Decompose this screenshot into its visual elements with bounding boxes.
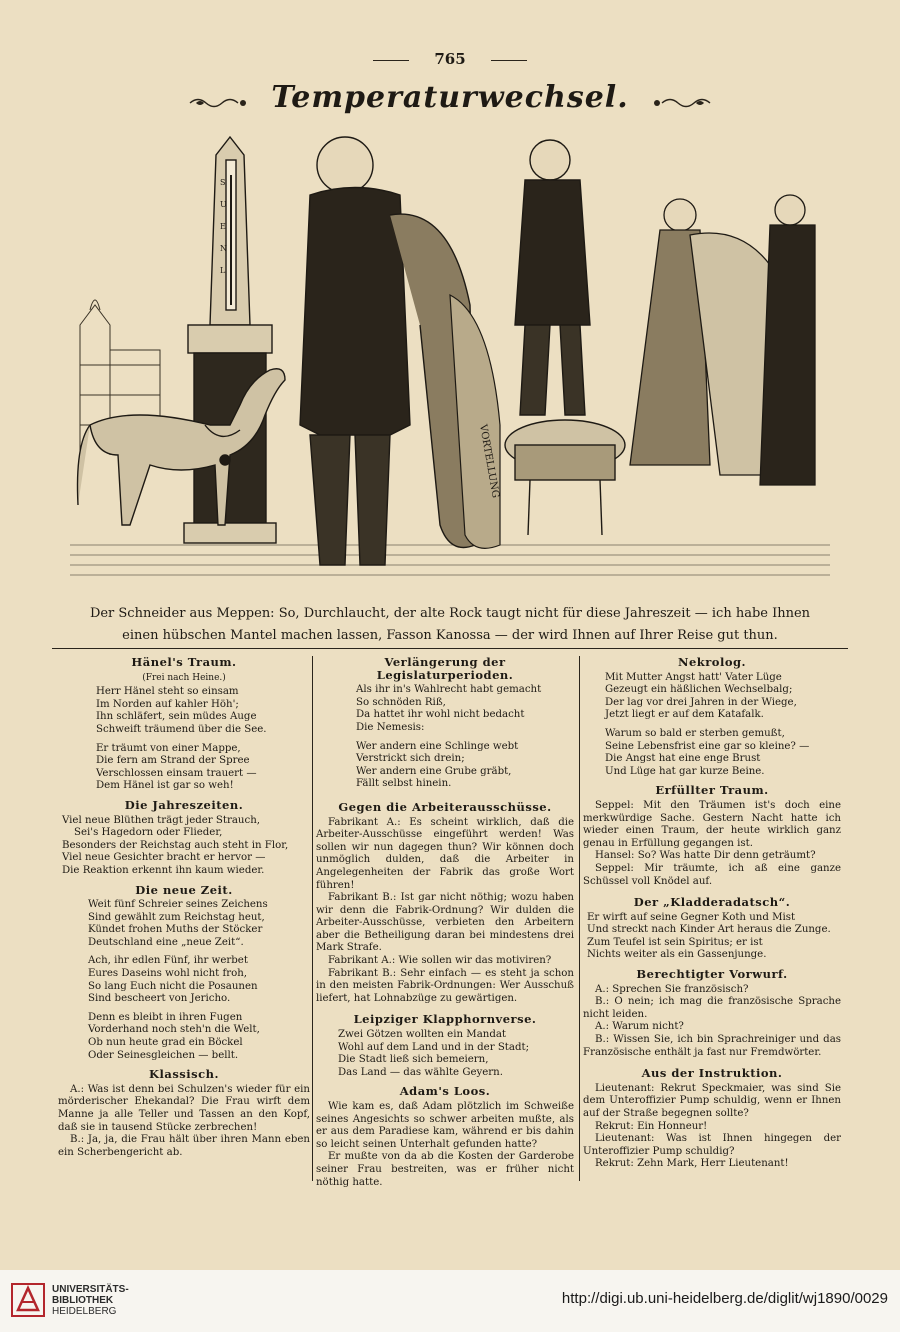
verse-line: Jetzt liegt er auf dem Katafalk. (605, 709, 764, 721)
article-nekrolog (583, 656, 841, 778)
verse-line: So lang Euch nicht die Posaunen (88, 980, 258, 992)
paragraph: Er mußte von da ab die Kosten der Garderobe seiner Frau bestreiten, was er früher nicht nöthig hatte. (316, 1151, 574, 1188)
paragraph: B.: Wissen Sie, ich bin Sprachreiniger und das Französische enthält ja fast nur Fremdwörter. (583, 1034, 841, 1058)
verse-line: Als ihr in's Wahlrecht habt gemacht (356, 684, 542, 696)
column-label: U (220, 200, 227, 209)
title-row (0, 80, 900, 115)
article-erfuellter-traum (583, 784, 841, 888)
verse-line: Viel neue Blüthen trägt jeder Strauch, (62, 814, 260, 826)
verse-stanza (316, 1029, 574, 1079)
sack-text: VORTELLUNG (477, 423, 501, 499)
verse-line: Eures Daseins wohl nicht froh, (88, 968, 248, 980)
verse-stanza (58, 815, 310, 878)
caption-line: einen hübschen Mantel machen lassen, Fasson Kanossa — der wird Ihnen auf Ihrer Reise gut thun. (122, 628, 778, 643)
article-body (58, 1084, 310, 1160)
column-middle (316, 656, 574, 1197)
column-divider (579, 656, 580, 1181)
verse-line: Da hattet ihr wohl nicht bedacht (356, 709, 525, 721)
verse-line: Dem Hänel ist gar so weh! (96, 780, 234, 792)
paragraph: Hansel: So? Was hatte Dir denn geträumt? (595, 850, 816, 862)
paragraph: Fabrikant B.: Ist gar nicht nöthig; wozu haben wir denn die Fabrik-Ordnung? Wir dulden die Arbeiter-Ausschüsse, verbieten den Arbeitern aber die Betheiligung daran bei mindestens drei Mark Strafe. (316, 892, 574, 954)
paragraph: Fabrikant A.: Es scheint wirklich, daß die Arbeiter-Ausschüsse eingeführt werden! Was sollen wir nun dagegen thun? Wir können doch unmöglich dulden, daß die Arbeiter in Angelegenheiten der Fabrik das große Wort führen! (316, 816, 574, 891)
verse-stanza (58, 899, 310, 949)
article-body (583, 800, 841, 888)
paragraph: Fabrikant A.: Wie sollen wir das motiviren? (328, 955, 552, 967)
verse-line: Warum so bald er sterben gemußt, (605, 727, 785, 739)
verse-line: Ob nun heute grad ein Böckel (88, 1037, 243, 1049)
paragraph: Seppel: Mir träumte, ich aß eine ganze Schüssel voll Knödel auf. (583, 862, 841, 887)
paragraph: Rekrut: Zehn Mark, Herr Lieutenant! (595, 1158, 789, 1170)
article-neue-zeit (58, 884, 310, 1063)
article-title: Berechtigter Vorwurf. (636, 967, 788, 982)
column-label: E (220, 222, 226, 231)
verse-stanza (583, 672, 841, 722)
article-title: Gegen die Arbeiterausschüsse. (338, 799, 552, 814)
verse-stanza (316, 741, 574, 791)
verse-line: Zum Teufel ist sein Spiritus; er ist (587, 936, 763, 948)
verse-line: Die Angst hat eine enge Brust (605, 753, 761, 765)
article-title: Klassisch. (149, 1067, 219, 1082)
verse-line: Und streckt nach Kinder Art heraus die Zunge. (587, 924, 831, 936)
verse-line: Sind gewählt zum Reichstag heut, (88, 911, 265, 923)
article-title: Die neue Zeit. (135, 882, 233, 897)
verse-line: Kündet frohen Muths der Stöcker (88, 924, 263, 936)
ornament-left-icon (188, 95, 248, 111)
page-number-row (0, 50, 900, 68)
column-divider (312, 656, 313, 1181)
verse-line: Er träumt von einer Mappe, (96, 742, 241, 754)
paragraph: B.: O nein; ich mag die französische Sprache nicht leiden. (583, 996, 841, 1020)
paragraph: Lieutenant: Rekrut Speckmaier, was sind Sie dem Unteroffizier Pump schuldig, wenn er Ihnen auf der Straße begegnen sollte? (583, 1082, 841, 1119)
verse-stanza (583, 912, 841, 962)
column-label: N (220, 244, 227, 253)
verse-line: Verschlossen einsam trauert — (96, 767, 257, 779)
verse-line: Gezeugt ein häßlichen Wechselbalg; (605, 684, 793, 696)
verse-line: Vorderhand noch steh'n die Welt, (88, 1024, 260, 1036)
article-title: Hänel's Traum. (131, 655, 237, 669)
article-haenel (58, 656, 310, 793)
paragraph: Seppel: Mit den Träumen ist's doch eine merkwürdige Sache. Gestern Nacht hatte ich wieder einen Traum, der heute wirklich ganz genau in Erfüllung gegangen ist. (583, 799, 841, 849)
verse-line: Die fern am Strand der Spree (96, 755, 250, 767)
paragraph: A.: Sprechen Sie französisch? (595, 983, 749, 995)
article-arbeiter (316, 801, 574, 1006)
footer-bar (0, 1270, 900, 1332)
logo-line: HEIDELBERG (52, 1306, 117, 1317)
article-verlaengerung (316, 656, 574, 791)
article-subtitle: (Frei nach Heine.) (142, 672, 226, 683)
article-leipziger (316, 1013, 574, 1079)
verse-line: Verstrickt sich drein; (356, 753, 465, 765)
verse-line: Nichts weiter als ein Gassenjunge. (587, 949, 767, 961)
divider (491, 60, 527, 61)
logo-line: UNIVERSITÄTS- (52, 1284, 129, 1295)
article-body (316, 817, 574, 1006)
verse-line: Der lag vor drei Jahren in der Wiege, (605, 696, 797, 708)
verse-line: Denn es bleibt in ihren Fugen (88, 1011, 243, 1023)
verse-line: Mit Mutter Angst hatt' Vater Lüge (605, 671, 782, 683)
divider (373, 60, 409, 61)
paragraph: B.: Ja, ja, die Frau hält über ihren Mann eben ein Scherbengericht ab. (58, 1134, 310, 1158)
verse-line: Das Land — das wählte Geyern. (338, 1066, 503, 1078)
article-title: Verlängerung der Legislaturperioden. (376, 655, 514, 682)
column-label: S (220, 178, 226, 187)
paragraph: A.: Warum nicht? (595, 1021, 684, 1033)
verse-line: So schnöden Riß, (356, 696, 446, 708)
verse-line: Wer andern eine Schlinge webt (356, 740, 519, 752)
article-title: Der „Kladderadatsch“. (633, 895, 791, 910)
article-title: Erfüllter Traum. (655, 783, 769, 798)
verse-stanza (316, 684, 574, 734)
verse-line: Besonders der Reichstag auch steht in Flor, (62, 839, 289, 851)
column-label: L (220, 266, 226, 275)
verse-line: Sind bescheert von Jericho. (88, 993, 231, 1005)
article-title: Nekrolog. (677, 655, 747, 669)
verse-line: Herr Hänel steht so einsam (96, 686, 239, 698)
verse-line: Die Nemesis: (356, 721, 425, 733)
article-body (316, 1101, 574, 1189)
verse-line: Ach, ihr edlen Fünf, ihr werbet (88, 955, 248, 967)
verse-line: Wohl auf dem Land und in der Stadt; (338, 1041, 530, 1053)
verse-line: Ihn schläfert, sein müdes Auge (96, 711, 257, 723)
article-kladderadatsch (583, 896, 841, 962)
article-jahreszeiten (58, 799, 310, 878)
caption-line: Der Schneider aus Meppen: So, Durchlaucht, der alte Rock taugt nicht für diese Jahreszeit — ich habe Ihnen (89, 606, 811, 621)
university-logo-icon[interactable] (10, 1282, 46, 1318)
page-title: Temperaturwechsel. (271, 80, 629, 115)
verse-line: Viel neue Gesichter bracht er hervor — (62, 852, 266, 864)
article-title: Die Jahreszeiten. (124, 797, 244, 812)
article-title: Leipziger Klapphornverse. (353, 1012, 537, 1027)
article-title: Aus der Instruktion. (641, 1066, 783, 1081)
verse-line: Und Lüge hat gar kurze Beine. (605, 765, 765, 777)
verse-stanza (58, 1012, 310, 1062)
verse-line: Fällt selbst hinein. (356, 778, 452, 790)
paragraph: Fabrikant B.: Sehr einfach — es steht ja schon in den meisten Fabrik-Ordnungen: Wer Ausschuß liefert, hat Lohnabzüge zu gewärtigen. (316, 967, 574, 1004)
verse-line: Er wirft auf seine Gegner Koth und Mist (587, 911, 796, 923)
article-klassisch (58, 1068, 310, 1159)
article-adam (316, 1085, 574, 1189)
logo-line: BIBLIOTHEK (52, 1295, 114, 1306)
section-divider (52, 648, 848, 649)
cartoon-caption (55, 603, 845, 647)
verse-stanza (58, 686, 310, 736)
article-body (583, 1083, 841, 1171)
column-right (583, 656, 841, 1179)
verse-line: Die Stadt ließ sich bemeiern, (338, 1054, 489, 1066)
verse-line: Schweift träumend über die See. (96, 723, 267, 735)
verse-line: Weit fünf Schreier seines Zeichens (88, 899, 268, 911)
column-left (58, 656, 310, 1167)
source-url-link[interactable]: http://digi.ub.uni-heidelberg.de/diglit/wj1890/0029 (561, 1290, 888, 1307)
verse-line: Deutschland eine „neue Zeit“. (88, 936, 244, 948)
paragraph: Rekrut: Ein Honneur! (595, 1120, 708, 1132)
verse-line: Seine Lebensfrist eine gar so kleine? — (605, 740, 810, 752)
paragraph: Wie kam es, daß Adam plötzlich im Schweiße seines Angesichts so schwer arbeiten mußte, als er aus dem Paradiese kam, während er bis dahin so leicht seinen Unterhalt gefunden hatte? (316, 1101, 574, 1150)
verse-line: Im Norden auf kahler Höh'; (96, 698, 239, 710)
article-vorwurf (583, 968, 841, 1059)
paragraph: A.: Was ist denn bei Schulzen's wieder für ein mörderischer Ehekandal? Die Frau wirft dem Manne ja alle Teller und Tassen an den Kopf, daß sie in tausend Stücke zerbrechen! (58, 1083, 310, 1133)
page-number: 765 (434, 50, 466, 68)
ornament-right-icon (652, 95, 712, 111)
article-instruktion (583, 1067, 841, 1171)
verse-line: Zwei Götzen wollten ein Mandat (338, 1029, 507, 1041)
university-logo-text[interactable] (52, 1284, 129, 1317)
article-body (583, 984, 841, 1060)
cartoon-illustration (70, 125, 830, 590)
verse-stanza (58, 743, 310, 793)
verse-line: Sei's Hagedorn oder Flieder, (74, 827, 223, 839)
paragraph: Lieutenant: Was ist Ihnen hingegen der Unteroffizier Pump schuldig? (583, 1133, 841, 1157)
verse-stanza (58, 955, 310, 1005)
verse-stanza (583, 728, 841, 778)
verse-line: Die Reaktion erkennt ihn kaum wieder. (62, 864, 265, 876)
article-title: Adam's Loos. (399, 1084, 491, 1099)
verse-line: Oder Seinesgleichen — bellt. (88, 1049, 239, 1061)
verse-line: Wer andern eine Grube gräbt, (356, 765, 512, 777)
